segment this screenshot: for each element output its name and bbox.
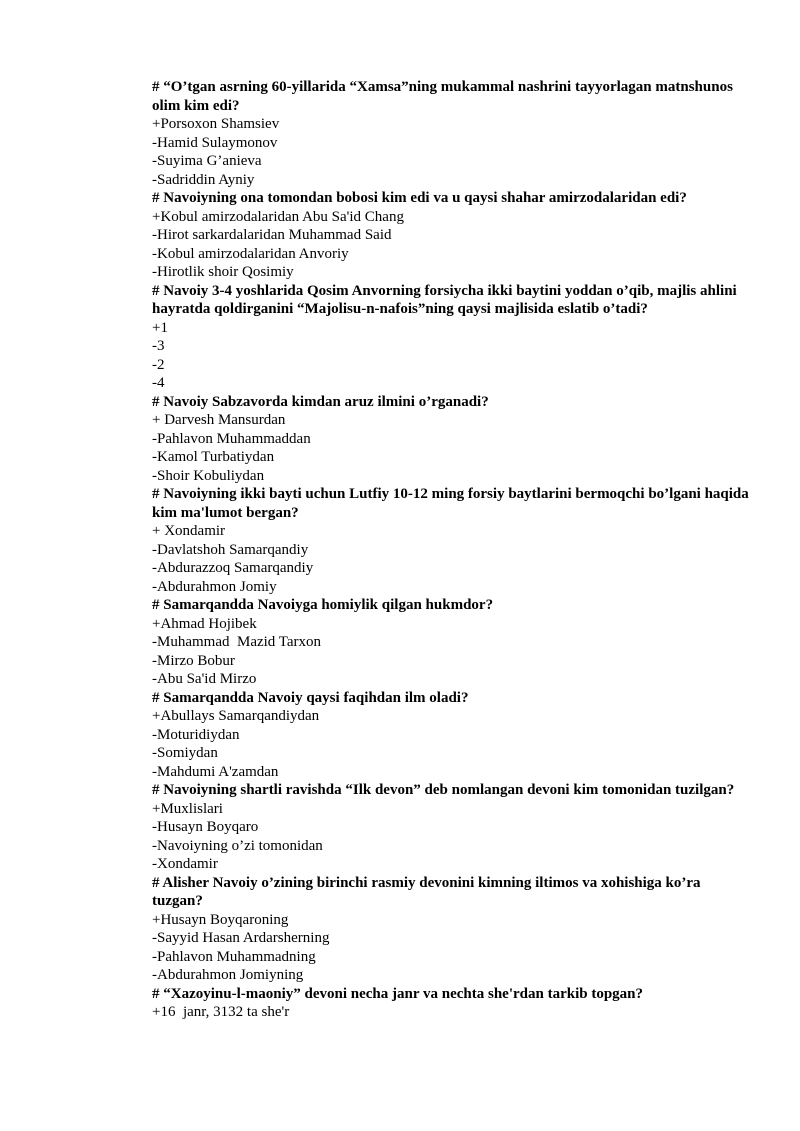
answer-option: -Sayyid Hasan Ardarsherning bbox=[152, 930, 330, 946]
correct-answer: +Muxlislari bbox=[152, 800, 223, 817]
question-text: # Navoiyning shartli ravishda “Ilk devon” deb nomlangan devoni kim tomonidan tuzilgan? bbox=[152, 782, 735, 798]
answer-option: -Kamol Turbatiydan bbox=[152, 449, 275, 465]
answer-option: -Muhammad Mazid Tarxon bbox=[152, 634, 322, 650]
answer-option: -Pahlavon Muhammadning bbox=[152, 948, 316, 965]
answer-option: -4 bbox=[152, 375, 165, 391]
answer-option: -Davlatshoh Samarqandiy bbox=[152, 541, 309, 558]
question-block bbox=[152, 393, 752, 486]
answer-option: -Abdurahmon Jomiyning bbox=[152, 967, 304, 983]
correct-answer: +1 bbox=[152, 319, 168, 336]
correct-answer: +Ahmad Hojibek bbox=[152, 615, 257, 632]
answer-option: -Mirzo Bobur bbox=[152, 652, 235, 669]
answer-option: -Somiydan bbox=[152, 745, 218, 761]
question-text: # “O’tgan asrning 60-yillarida “Xamsa”ning mukammal nashrini tayyorlagan matnshunos olim kim edi? bbox=[152, 79, 733, 114]
answer-option: -Hirotlik shoir Qosimiy bbox=[152, 264, 294, 280]
correct-answer: + Darvesh Mansurdan bbox=[152, 412, 286, 428]
answer-option: -Pahlavon Muhammaddan bbox=[152, 430, 311, 447]
question-text: # Alisher Navoiy o’zining birinchi rasmiy devonini kimning iltimos va xohishiga ko’ra tuzgan? bbox=[152, 874, 701, 909]
answer-option: -Suyima G’anieva bbox=[152, 153, 262, 169]
question-text: # Navoiyning ona tomondan bobosi kim edi va u qaysi shahar amirzodalaridan edi? bbox=[152, 190, 687, 206]
answer-option: -Husayn Boyqaro bbox=[152, 819, 259, 835]
answer-option: -Xondamir bbox=[152, 856, 218, 872]
answer-option: -Sadriddin Ayniy bbox=[152, 171, 255, 188]
answer-option: -Hamid Sulaymonov bbox=[152, 134, 278, 151]
question-block bbox=[152, 985, 752, 1022]
correct-answer: +Husayn Boyqaroning bbox=[152, 911, 289, 928]
question-text: # Navoiy Sabzavorda kimdan aruz ilmini o’rganadi? bbox=[152, 393, 489, 410]
question-block bbox=[152, 485, 752, 596]
answer-option: -Abdurazzoq Samarqandiy bbox=[152, 560, 314, 576]
correct-answer: +Kobul amirzodalaridan Abu Sa'id Chang bbox=[152, 208, 404, 225]
answer-option: -Moturidiydan bbox=[152, 726, 240, 743]
question-text: # Navoiyning ikki bayti uchun Lutfiy 10-12 ming forsiy baytlarini bermoqchi bo’lgani haqida kim ma'lumot bergan? bbox=[152, 486, 749, 521]
document-page bbox=[152, 78, 752, 1022]
correct-answer: +Abullays Samarqandiydan bbox=[152, 708, 320, 724]
answer-option: -Abu Sa'id Mirzo bbox=[152, 671, 257, 687]
question-text: # Samarqandda Navoiy qaysi faqihdan ilm oladi? bbox=[152, 689, 469, 706]
question-block bbox=[152, 781, 752, 874]
answer-option: -Navoiyning o’zi tomonidan bbox=[152, 837, 323, 854]
question-block bbox=[152, 689, 752, 782]
question-text: # Navoiy 3-4 yoshlarida Qosim Anvorning forsiycha ikki baytini yoddan o’qib, majlis ahlini hayratda qoldirganini “Majolisu-n-nafois”ning qaysi majlisida eslatib o’tadi? bbox=[152, 282, 737, 317]
answer-option: -Abdurahmon Jomiy bbox=[152, 578, 277, 595]
question-block bbox=[152, 874, 752, 985]
question-block bbox=[152, 596, 752, 689]
answer-option: -Mahdumi A'zamdan bbox=[152, 763, 279, 780]
correct-answer: +Porsoxon Shamsiev bbox=[152, 116, 280, 132]
correct-answer: +16 janr, 3132 ta she'r bbox=[152, 1004, 290, 1020]
answer-option: -Hirot sarkardalaridan Muhammad Said bbox=[152, 227, 392, 243]
answer-option: -3 bbox=[152, 338, 165, 354]
question-text: # “Xazoyinu-l-maoniy” devoni necha janr va nechta she'rdan tarkib topgan? bbox=[152, 985, 644, 1002]
answer-option: -2 bbox=[152, 356, 165, 373]
answer-option: -Shoir Kobuliydan bbox=[152, 467, 265, 484]
question-block bbox=[152, 189, 752, 282]
question-block bbox=[152, 78, 752, 189]
correct-answer: + Xondamir bbox=[152, 523, 226, 539]
answer-option: -Kobul amirzodalaridan Anvoriy bbox=[152, 245, 349, 262]
question-block bbox=[152, 282, 752, 393]
question-text: # Samarqandda Navoiyga homiylik qilgan hukmdor? bbox=[152, 597, 494, 613]
